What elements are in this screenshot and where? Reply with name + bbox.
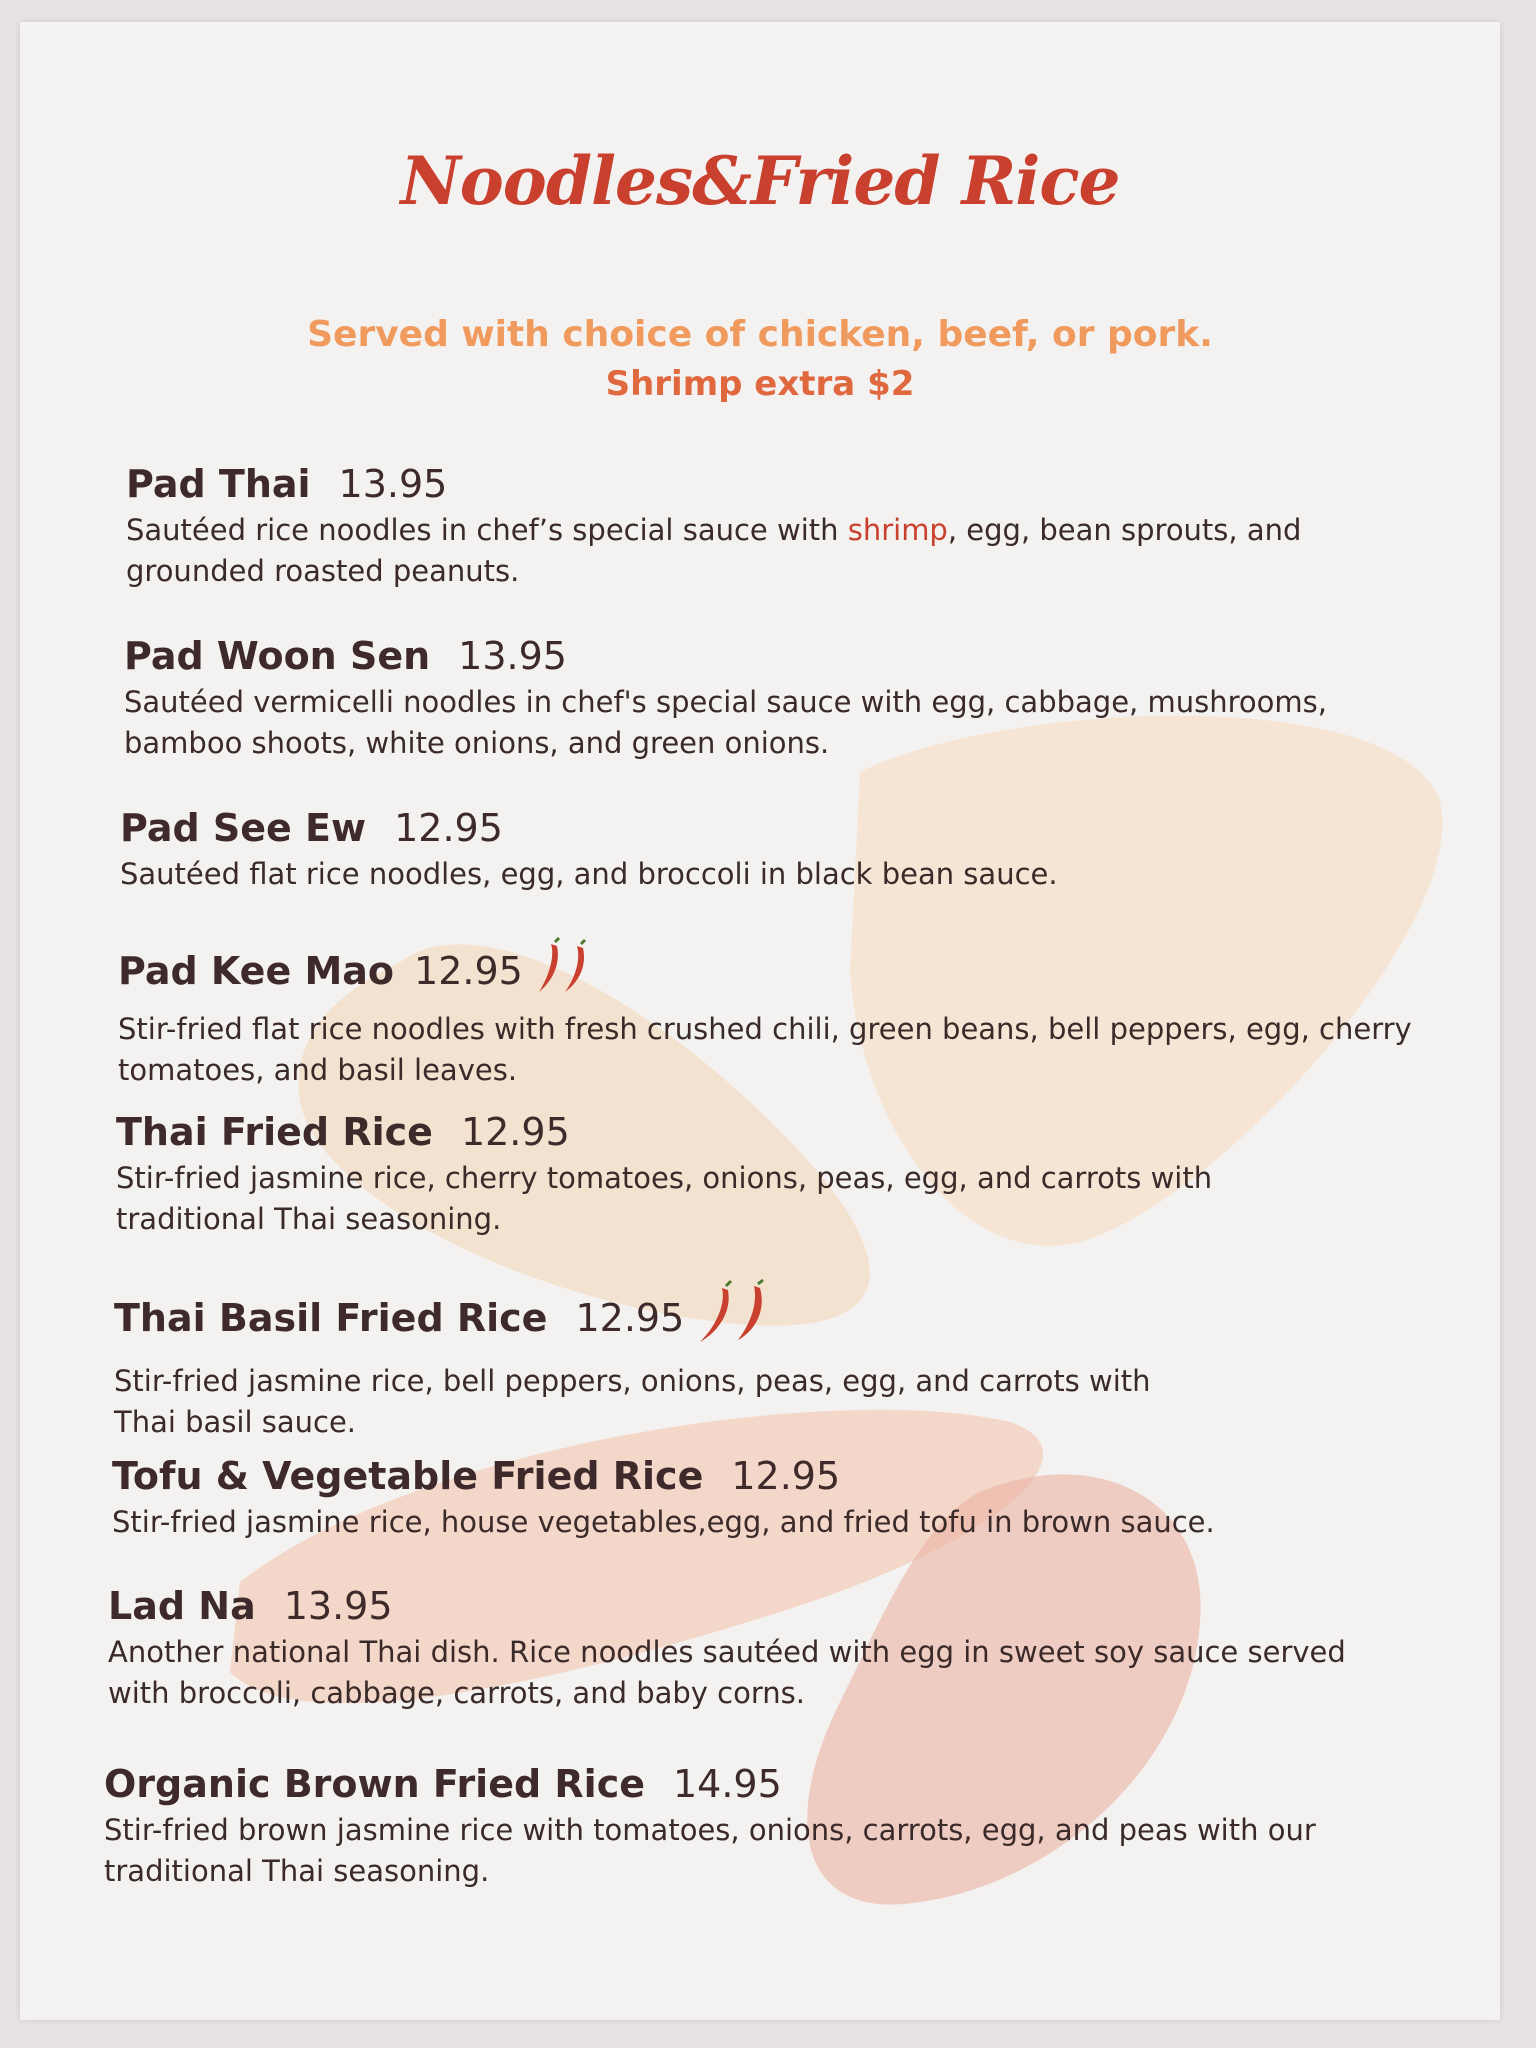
item-price: 12.95 <box>414 948 523 993</box>
item-description: Sautéed vermicelli noodles in chef's special sauce with egg, cabbage, mushrooms, bamboo shoots, white onions, and green onions. <box>124 685 1327 760</box>
subtitle-shrimp-extra: Shrimp extra $2 <box>605 364 915 404</box>
menu-item-lad-na <box>108 1584 1408 1714</box>
chili-pepper-icon <box>694 1278 774 1357</box>
item-price: 12.95 <box>575 1295 685 1340</box>
menu-item-pad-kee-mao <box>118 936 1418 1091</box>
item-price: 13.95 <box>458 634 567 678</box>
item-description: Sautéed rice noodles in chef’s special sauce with shrimp, egg, bean sprouts, and grounded roasted peanuts. <box>126 513 1302 588</box>
item-description: Stir-fried brown jasmine rice with tomatoes, onions, carrots, egg, and peas with our traditional Thai seasoning. <box>104 1813 1316 1888</box>
shrimp-highlight: shrimp <box>847 513 948 547</box>
menu-item-tofu-vegetable-fried-rice <box>112 1454 1412 1543</box>
subtitle-protein-choice: Served with choice of chicken, beef, or pork. <box>307 314 1213 355</box>
page-title: Noodles&Fried Rice <box>400 142 1120 220</box>
item-description: Stir-fried flat rice noodles with fresh crushed chili, green beans, bell peppers, egg, cherry tomatoes, and basil leaves. <box>118 1012 1412 1087</box>
item-name: Tofu & Vegetable Fried Rice <box>112 1454 704 1498</box>
item-description: Sautéed flat rice noodles, egg, and broccoli in black bean sauce. <box>120 857 1058 891</box>
item-price: 13.95 <box>283 1584 393 1628</box>
menu-item-pad-woon-sen <box>124 634 1424 764</box>
item-description: Stir-fried jasmine rice, bell peppers, onions, peas, egg, and carrots with Thai basil sauce. <box>114 1364 1151 1439</box>
chili-pepper-icon <box>533 936 593 1005</box>
menu-item-pad-see-ew <box>120 806 1420 895</box>
item-name: Thai Fried Rice <box>116 1110 433 1154</box>
item-description: Stir-fried jasmine rice, house vegetables,egg, and fried tofu in brown sauce. <box>112 1505 1215 1539</box>
menu-item-pad-thai <box>126 462 1426 592</box>
item-name: Lad Na <box>108 1584 256 1628</box>
item-price: 14.95 <box>673 1762 782 1806</box>
menu-item-thai-basil-fried-rice <box>114 1278 1414 1443</box>
item-name: Pad See Ew <box>120 806 367 850</box>
item-name: Pad Thai <box>126 462 311 506</box>
item-name: Organic Brown Fried Rice <box>104 1762 645 1806</box>
item-description: Stir-fried jasmine rice, cherry tomatoes, onions, peas, egg, and carrots with traditional Thai seasoning. <box>116 1161 1213 1236</box>
menu-item-organic-brown-fried-rice <box>104 1762 1404 1892</box>
menu-item-thai-fried-rice <box>116 1110 1416 1240</box>
item-name: Pad Woon Sen <box>124 634 431 678</box>
item-price: 12.95 <box>731 1454 841 1498</box>
item-name: Pad Kee Mao <box>118 948 395 993</box>
item-price: 12.95 <box>394 806 503 850</box>
item-price: 12.95 <box>460 1110 570 1154</box>
item-price: 13.95 <box>338 462 448 506</box>
item-name: Thai Basil Fried Rice <box>114 1295 548 1340</box>
item-description: Another national Thai dish. Rice noodles sautéed with egg in sweet soy sauce served with broccoli, cabbage, carrots, and baby corns. <box>108 1635 1346 1710</box>
menu-page <box>20 22 1500 2020</box>
